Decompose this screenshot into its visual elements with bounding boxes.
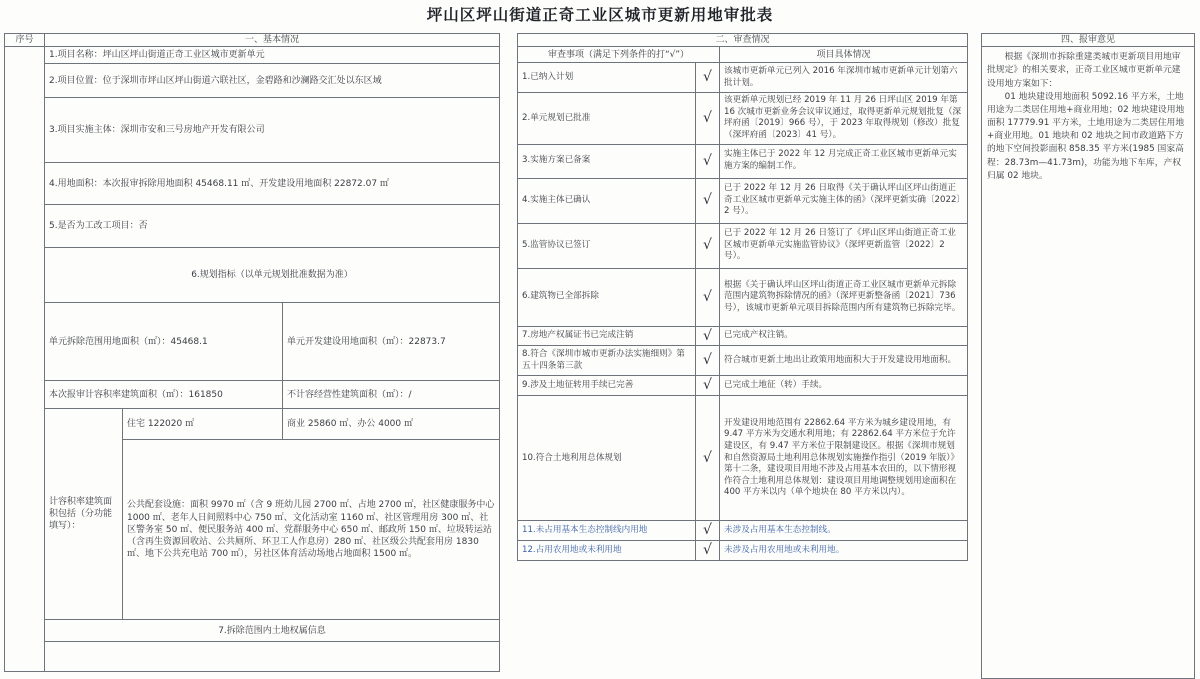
review-detail: 未涉及占用农用地或未利用地。 (720, 541, 968, 561)
review-item: 2.单元规划已批准 (518, 93, 696, 144)
check-mark: √ (696, 93, 720, 144)
review-row (518, 326, 968, 346)
review-row (518, 268, 968, 326)
review-item: 10.符合土地利用总体规划 (518, 396, 696, 521)
review-detail-header: 项目具体情况 (720, 47, 968, 63)
review-detail: 未涉及占用基本生态控制线。 (720, 521, 968, 541)
land-ownership-heading: 7.拆除范围内土地权属信息 (45, 620, 500, 642)
check-mark: √ (696, 376, 720, 396)
land-ownership-blank (45, 642, 500, 672)
industrial-conversion: 5.是否为工改工项目：否 (45, 205, 500, 248)
review-row (518, 178, 968, 223)
planning-indicators-heading: 6.规划指标（以单元规划批准数据为准） (45, 248, 500, 303)
opinion-heading: 四、报审意见 (982, 34, 1195, 47)
review-detail: 符合城市更新土地出让政策用地面积大于开发建设用地面积。 (720, 346, 968, 376)
review-detail: 已完成产权注销。 (720, 326, 968, 346)
review-detail: 开发建设用地范围有 22862.64 平方米为城乡建设用地，有 9.47 平方米为交通水利用地；有 22862.64 平方米位于允许建设区，有 9.47 平方米位于限制建设区。根据《深圳市规划和自然资源局土地利用总体规划实施操作指引（2019 年版）》第十二条，建设项目用地不涉及占用基本农田的，以下情形视作符合土地利用总体规划：建设项目用地调整规划用途面积在 400 平方米以内（单个地块在 80 平方米以内）。 (720, 396, 968, 521)
page-title: 坪山区坪山街道正奇工业区城市更新用地审批表 (426, 6, 774, 24)
check-mark: √ (696, 178, 720, 223)
review-detail: 根据《关于确认坪山区坪山街道正奇工业区城市更新单元拆除范围内建筑物拆除情况的函》（深坪更新整备函〔2021〕736 号），该城市更新单元项目拆除范围内所有建筑物已拆除完毕。 (720, 268, 968, 326)
commercial-office-area: 商业 25860 ㎡、办公 4000 ㎡ (283, 409, 500, 440)
review-row (518, 376, 968, 396)
project-implementer: 3.项目实施主体：深圳市安和三号房地产开发有限公司 (45, 98, 500, 163)
review-row (518, 223, 968, 268)
review-detail: 已于 2022 年 12 月 26 日签订了《坪山区坪山街道正奇工业区城市更新单元实施监管协议》（深坪更新监管〔2022〕2 号）。 (720, 223, 968, 268)
review-row (518, 396, 968, 521)
review-item: 7.房地产权属证书已完成注销 (518, 326, 696, 346)
review-detail: 已完成土地征（转）手续。 (720, 376, 968, 396)
basic-info-section (4, 33, 500, 678)
opinion-body (982, 47, 1195, 679)
public-facilities: 公共配套设施：面积 9970 ㎡（含 9 班幼儿园 2700 ㎡、占地 2700 ㎡，社区健康服务中心 1000 ㎡、老年人日间照料中心 750 ㎡、文化活动室 1160 ㎡、社区管理用房 300 ㎡、社区警务室 50 ㎡、便民服务站 400 ㎡、党群服务中心 650 ㎡、邮政所 150 ㎡、垃圾转运站（含再生资源回收站、公共厕所、环卫工人作息房）280 ㎡、社区级公共配套用房 1830 ㎡、地下公共充电站 700 ㎡），另社区体育活动场地占地面积 1500 ㎡。 (123, 440, 500, 620)
review-detail: 该更新单元规划已经 2019 年 11 月 26 日坪山区 2019 年第 16 次城市更新业务会议审议通过，取得更新单元规划批复（深坪府函〔2019〕966 号），于 2023 年取得规划（修改）批复（深坪府函〔2023〕41 号）。 (720, 93, 968, 144)
review-item: 8.符合《深圳市城市更新办法实施细则》第五十四条第三款 (518, 346, 696, 376)
review-item: 5.监管协议已签订 (518, 223, 696, 268)
check-mark: √ (696, 541, 720, 561)
residential-area: 住宅 122020 ㎡ (123, 409, 283, 440)
review-item-header: 审查事项（满足下列条件的打“√”） (518, 47, 720, 63)
review-item: 11.未占用基本生态控制线内用地 (518, 521, 696, 541)
seq-cell (5, 47, 45, 672)
review-row (518, 541, 968, 561)
review-item: 4.实施主体已确认 (518, 178, 696, 223)
review-row (518, 93, 968, 144)
non-far-area: 不计容经营性建筑面积（㎡）：/ (283, 381, 500, 409)
review-item: 1.已纳入计划 (518, 63, 696, 93)
basic-info-heading: 一、基本情况 (45, 34, 500, 47)
demolition-area: 单元拆除范围用地面积（㎡）：45468.1 (45, 303, 283, 381)
review-row (518, 346, 968, 376)
review-detail: 该城市更新单元已列入 2016 年深圳市城市更新单元计划第六批计划。 (720, 63, 968, 93)
review-row (518, 63, 968, 93)
check-mark: √ (696, 521, 720, 541)
far-building-area: 本次报审计容积率建筑面积（㎡）：161850 (45, 381, 283, 409)
check-mark: √ (696, 63, 720, 93)
project-location: 2.项目位置：位于深圳市坪山区坪山街道六联社区，金碧路和沙澜路交汇处以东区域 (45, 64, 500, 98)
opinion-paragraph-2: 01 地块建设用地面积 5092.16 平方米，土地用途为二类居住用地+商业用地；02 地块建设用地面积 17779.91 平方米，土地用途为二类居住用地+商业用地。01 地块和 02 地块之间市政道路下方的地下空间投影面积 858.35 平方米(1985 国家高程：28.73m—41.73m)，功能为地下车库，产权归属 02 地块。 (987, 91, 1185, 181)
development-area: 单元开发建设用地面积（㎡）：22873.7 (283, 303, 500, 381)
opinion-paragraph-1: 根据《深圳市拆除重建类城市更新项目用地审批规定》的相关要求，正奇工业区城市更新单元建设用地方案如下： (987, 52, 1181, 89)
check-mark: √ (696, 223, 720, 268)
check-mark: √ (696, 346, 720, 376)
project-name: 1.项目名称：坪山区坪山街道正奇工业区城市更新单元 (45, 47, 500, 64)
seq-header: 序号 (5, 34, 45, 47)
review-detail: 实施主体已于 2022 年 12 月完成正奇工业区城市更新单元实施方案的编制工作。 (720, 144, 968, 178)
review-section (517, 33, 968, 678)
review-item: 12.占用农用地或未利用地 (518, 541, 696, 561)
review-item: 6.建筑物已全部拆除 (518, 268, 696, 326)
review-item: 3.实施方案已备案 (518, 144, 696, 178)
check-mark: √ (696, 396, 720, 521)
review-heading: 二、审查情况 (518, 34, 968, 47)
review-row (518, 521, 968, 541)
review-row (518, 144, 968, 178)
check-mark: √ (696, 268, 720, 326)
check-mark: √ (696, 326, 720, 346)
review-detail: 已于 2022 年 12 月 26 日取得《关于确认坪山区坪山街道正奇工业区城市更新单元实施主体的函》（深坪更新实确〔2022〕2 号）。 (720, 178, 968, 223)
review-item: 9.涉及土地征转用手续已完善 (518, 376, 696, 396)
opinion-section (981, 33, 1195, 678)
check-mark: √ (696, 144, 720, 178)
land-area: 4.用地面积：本次报审拆除用地面积 45468.11 ㎡、开发建设用地面积 22872.07 ㎡ (45, 163, 500, 205)
function-breakdown-label: 计容积率建筑面积包括（分功能填写）： (45, 409, 123, 620)
